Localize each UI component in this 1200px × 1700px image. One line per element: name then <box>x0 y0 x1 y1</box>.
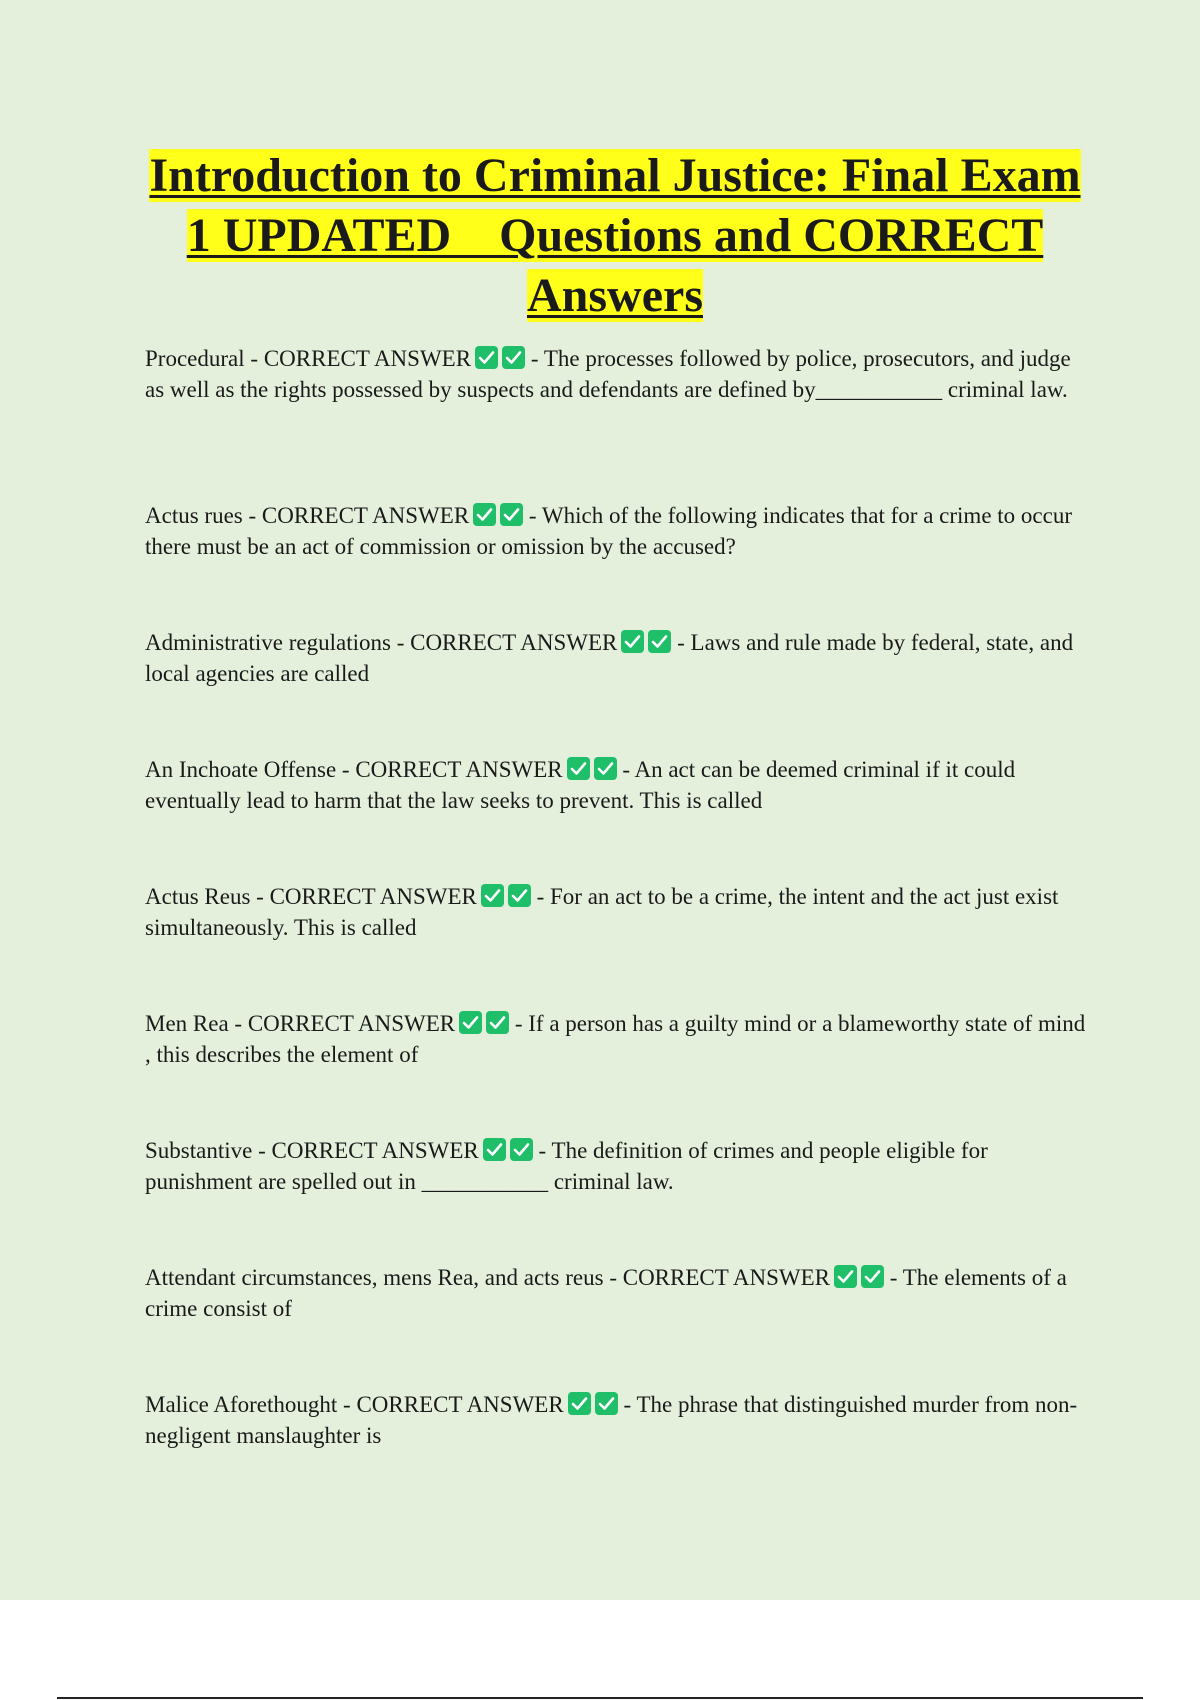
answer-text: Substantive <box>145 1138 253 1163</box>
qa-item: Substantive - CORRECT ANSWER - The definition of crimes and people eligible for punishment are spelled out in ___________ criminal law. <box>145 1138 988 1194</box>
question-text: For an act to be a crime, the intent and the act just exist simultaneously. This is called <box>145 884 1059 940</box>
answer-label: CORRECT ANSWER <box>269 884 477 909</box>
title-line-1: Introduction to Criminal Justice: Final Exam <box>149 149 1081 202</box>
check-mark-icon <box>486 1011 509 1034</box>
check-mark-icon <box>648 630 671 653</box>
question-text: Which of the following indicates that for a crime to occur there must be an act of commission or omission by the accused? <box>145 503 1072 559</box>
check-mark-icon <box>621 630 644 653</box>
answer-label: CORRECT ANSWER <box>263 346 472 371</box>
check-mark-icon <box>834 1265 857 1288</box>
check-mark-icon <box>475 346 498 369</box>
footer-rule <box>57 1697 1143 1699</box>
check-mark-icon <box>567 757 590 780</box>
check-mark-icon <box>510 1138 533 1161</box>
answer-text: Administrative regulations <box>145 630 391 655</box>
check-mark-icon <box>502 346 525 369</box>
answer-text: Attendant circumstances, mens Rea, and acts reus <box>145 1265 604 1290</box>
answer-label: CORRECT ANSWER <box>622 1265 830 1290</box>
answer-text: Procedural <box>145 346 245 371</box>
qa-item: An Inchoate Offense - CORRECT ANSWER - An act can be deemed criminal if it could eventually lead to harm that the law seeks to prevent. This is called <box>145 757 1016 813</box>
answer-text: Men Rea <box>145 1011 229 1036</box>
check-mark-icon <box>861 1265 884 1288</box>
answer-text: An Inchoate Offense <box>145 757 337 782</box>
question-text: Laws and rule made by federal, state, and local agencies are called <box>145 630 1074 686</box>
check-mark-icon <box>473 503 496 526</box>
answer-label: CORRECT ANSWER <box>247 1011 456 1036</box>
check-mark-icon <box>594 757 617 780</box>
question-text: If a person has a guilty mind or a blameworthy state of mind , this describes the element of <box>145 1011 1086 1067</box>
answer-label: CORRECT ANSWER <box>355 757 563 782</box>
title-line-2: 1 UPDATED Questions and CORRECT <box>186 209 1044 262</box>
answer-text: Malice Aforethought <box>145 1392 338 1417</box>
qa-item: Administrative regulations - CORRECT ANSWER - Laws and rule made by federal, state, and local agencies are called <box>145 630 1074 686</box>
check-mark-icon <box>483 1138 506 1161</box>
check-mark-icon <box>481 884 504 907</box>
question-text: The processes followed by police, prosecutors, and judge as well as the rights possessed by suspects and defendants are defined by___________ criminal law. <box>145 346 1071 402</box>
check-mark-icon <box>508 884 531 907</box>
answer-label: CORRECT ANSWER <box>271 1138 479 1163</box>
question-text: An act can be deemed criminal if it could eventually lead to harm that the law seeks to prevent. This is called <box>145 757 1016 813</box>
check-mark-icon <box>459 1011 482 1034</box>
answer-text: Actus Reus <box>145 884 251 909</box>
answer-label: CORRECT ANSWER <box>261 503 470 528</box>
answer-label: CORRECT ANSWER <box>356 1392 564 1417</box>
document-title <box>120 146 1110 326</box>
check-mark-icon <box>595 1392 618 1415</box>
answer-label: CORRECT ANSWER <box>410 630 618 655</box>
title-line-3: Answers <box>527 269 703 322</box>
qa-item: Actus rues - CORRECT ANSWER - Which of the following indicates that for a crime to occur there must be an act of commission or omission by the accused? <box>145 503 1072 559</box>
question-text: The elements of a crime consist of <box>145 1265 1067 1321</box>
question-text: The definition of crimes and people eligible for punishment are spelled out in ___________ criminal law. <box>145 1138 988 1194</box>
qa-item: Men Rea - CORRECT ANSWER - If a person has a guilty mind or a blameworthy state of mind , this describes the element of <box>145 1011 1086 1067</box>
check-mark-icon <box>500 503 523 526</box>
qa-item: Malice Aforethought - CORRECT ANSWER - The phrase that distinguished murder from non-negligent manslaughter is <box>145 1392 1078 1448</box>
question-text: The phrase that distinguished murder from non-negligent manslaughter is <box>145 1392 1078 1448</box>
qa-item: Procedural - CORRECT ANSWER - The processes followed by police, prosecutors, and judge as well as the rights possessed by suspects and defendants are defined by___________ criminal law. <box>145 346 1071 402</box>
check-mark-icon <box>568 1392 591 1415</box>
qa-item: Attendant circumstances, mens Rea, and acts reus - CORRECT ANSWER - The elements of a crime consist of <box>145 1265 1067 1321</box>
qa-item: Actus Reus - CORRECT ANSWER - For an act to be a crime, the intent and the act just exist simultaneously. This is called <box>145 884 1059 940</box>
answer-text: Actus rues <box>145 503 243 528</box>
